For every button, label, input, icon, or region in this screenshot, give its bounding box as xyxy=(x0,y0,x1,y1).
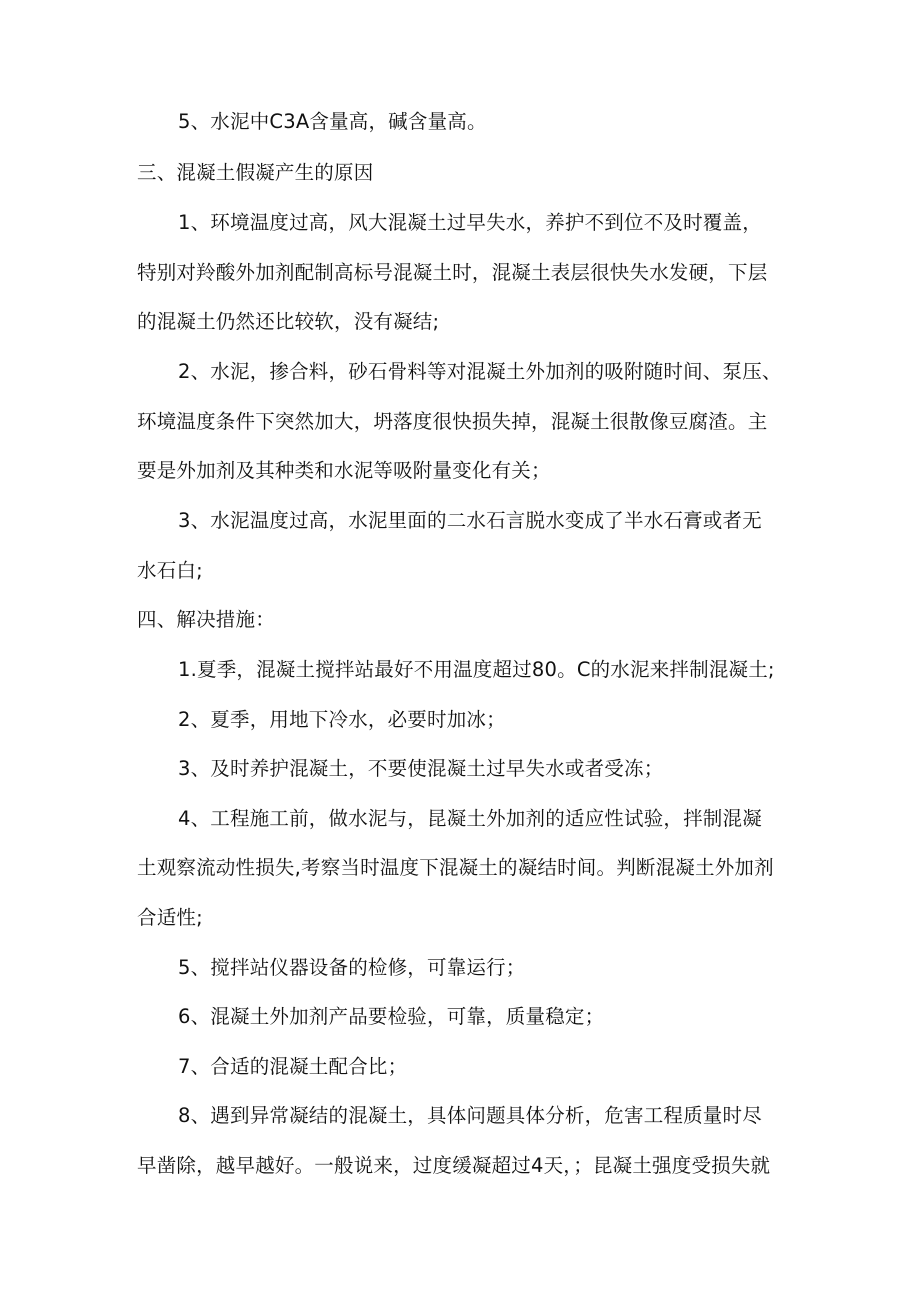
solution-7: 7、合适的混凝土配合比； xyxy=(178,1055,408,1078)
item-5-cause: 5、水泥中C3A含量高，碱含量高。 xyxy=(178,110,487,133)
solution-8-line-1: 8、遇到异常凝结的混凝土，具体问题具体分析，危害工程质量时尽 xyxy=(178,1104,762,1127)
solution-4-line-2: 土观察流动性损失,考察当时温度下混凝土的凝结时间。判断混凝土外加剂 xyxy=(137,856,774,879)
cause-3-line-1: 3、水泥温度过高，水泥里面的二水石言脱水变成了半水石膏或者无 xyxy=(178,509,762,532)
cause-3-line-2: 水石白; xyxy=(137,559,203,582)
solution-6: 6、混凝土外加剂产品要检验，可靠，质量稳定； xyxy=(178,1005,605,1028)
cause-2-line-2: 环境温度条件下突然加大，坍落度很快损失掉，混凝土很散像豆腐渣。主 xyxy=(137,410,768,433)
cause-1-line-3: 的混凝土仍然还比较软，没有凝结; xyxy=(137,310,440,333)
solution-1: 1.夏季，混凝土搅拌站最好不用温度超过80。C的水泥来拌制混凝土; xyxy=(178,658,775,681)
cause-1-line-1: 1、环境温度过高，风大混凝土过早失水，养护不到位不及时覆盖， xyxy=(178,211,762,234)
solution-2: 2、夏季，用地下冷水，必要时加冰； xyxy=(178,708,506,731)
solution-4-line-3: 合适性; xyxy=(137,906,203,929)
section-heading-false-set-causes: 三、混凝土假凝产生的原因 xyxy=(137,161,374,184)
solution-5: 5、搅拌站仪器设备的检修，可靠运行； xyxy=(178,956,526,979)
section-heading-solutions: 四、解决措施： xyxy=(137,608,275,631)
solution-8-line-2: 早凿除，越早越好。一般说来，过度缓凝超过4天，；昆凝土强度受损失就 xyxy=(137,1154,771,1177)
solution-4-line-1: 4、工程施工前，做水泥与，昆凝土外加剂的适应性试验，拌制混凝 xyxy=(178,807,762,830)
cause-2-line-1: 2、水泥，掺合料，砂石骨料等对混凝土外加剂的吸附随时间、泵压、 xyxy=(178,360,782,383)
cause-1-line-2: 特别对羚酸外加剂配制高标号混凝土时，混凝土表层很快失水发硬，下层 xyxy=(137,261,768,284)
cause-2-line-3: 要是外加剂及其种类和水泥等吸附量变化有关； xyxy=(137,459,551,482)
solution-3: 3、及时养护混凝土，不要使混凝土过早失水或者受冻； xyxy=(178,757,664,780)
